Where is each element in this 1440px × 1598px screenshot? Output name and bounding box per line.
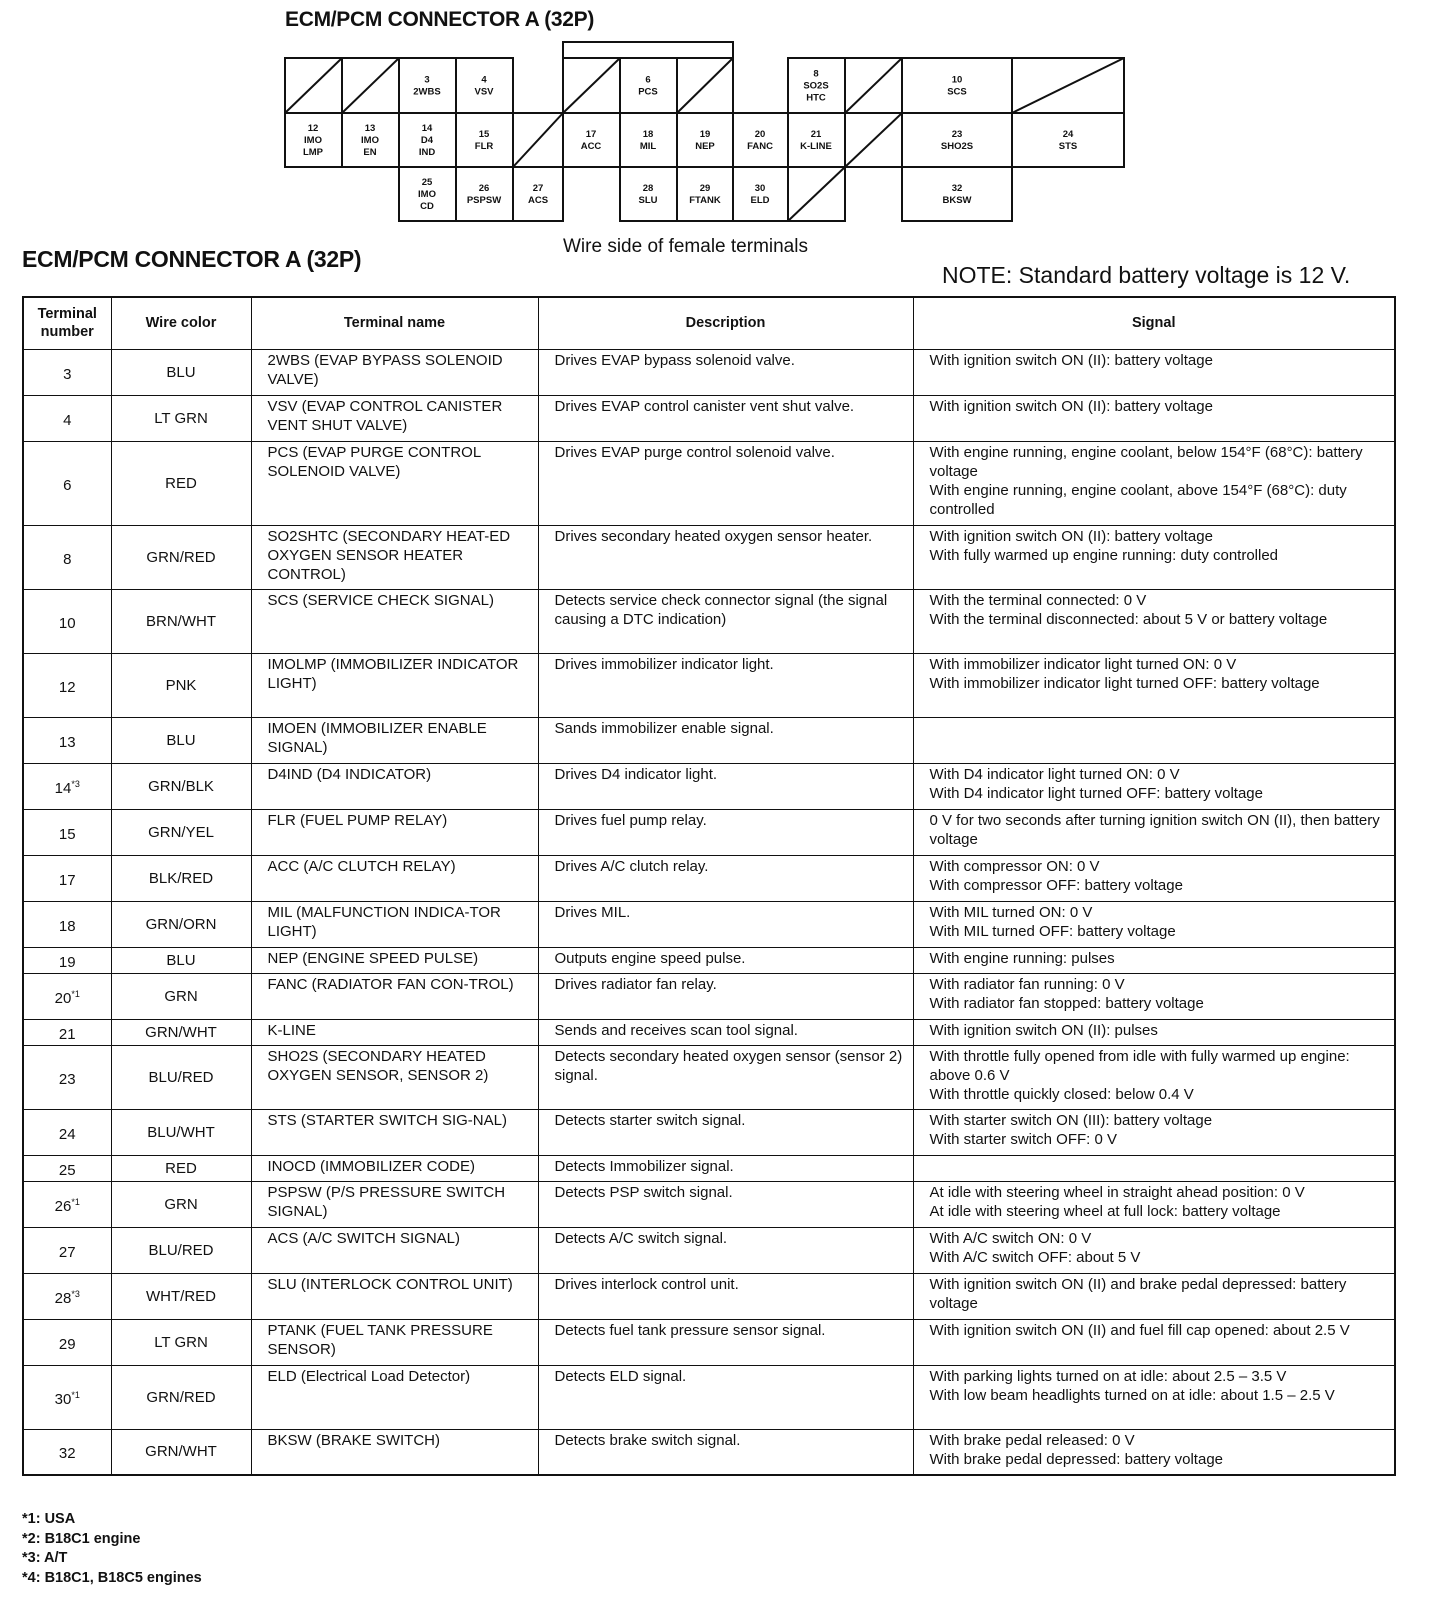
connector-pin-label: FLR: [474, 141, 494, 152]
signal-line: With starter switch ON (III): battery voltage: [929, 1111, 1213, 1129]
connector-pin-number: 3: [424, 74, 430, 86]
terminal-name-cell: SHO2S (SECONDARY HEATED OXYGEN SENSOR, SENSOR 2): [251, 1045, 538, 1109]
footnote-marker: *1: [71, 1196, 80, 1207]
signal-cell: [913, 1109, 1395, 1155]
description-cell: Detects ELD signal.: [538, 1365, 913, 1429]
terminal-number: 19: [58, 953, 76, 971]
wire-color-cell: GRN/RED: [111, 525, 251, 589]
terminal-number-cell: [23, 1273, 111, 1319]
terminal-number-cell: [23, 1045, 111, 1109]
connector-pin-label: SHO2S: [940, 141, 974, 152]
footnote-marker: *1: [71, 1389, 80, 1400]
terminal-number: 27: [58, 1243, 76, 1261]
connector-pin-number: 15: [478, 129, 490, 140]
terminal-name-cell: PTANK (FUEL TANK PRESSURE SENSOR): [251, 1319, 538, 1365]
terminal-name-cell: MIL (MALFUNCTION INDICA-TOR LIGHT): [251, 901, 538, 947]
footnote-marker: *1: [71, 988, 80, 999]
connector-pin-label: IND: [418, 147, 436, 158]
description-cell: Drives A/C clutch relay.: [538, 855, 913, 901]
signal-line: With engine running, engine coolant, above 154°F (68°C): duty controlled: [929, 481, 1347, 518]
signal-line: With the terminal connected: 0 V: [929, 591, 1147, 609]
wire-color-cell: BRN/WHT: [111, 589, 251, 653]
terminal-number-cell: [23, 395, 111, 441]
signal-line: With low beam headlights turned on at idle: about 1.5 – 2.5 V: [929, 1386, 1335, 1404]
table-row: [23, 589, 1395, 653]
footnote: *3: A/T: [22, 1550, 68, 1566]
connector-pin-label: 2WBS: [413, 86, 441, 98]
connector-pin-number: 26: [478, 183, 490, 194]
signal-cell: [913, 1227, 1395, 1273]
terminal-number: 17: [58, 871, 76, 889]
description-cell: Detects brake switch signal.: [538, 1429, 913, 1475]
signal-line: With parking lights turned on at idle: about 2.5 – 3.5 V: [929, 1367, 1287, 1385]
connector-pin-label: CD: [420, 201, 434, 212]
footnote: *4: B18C1, B18C5 engines: [22, 1569, 202, 1586]
terminal-number: 23: [58, 1070, 76, 1088]
description-cell: Drives secondary heated oxygen sensor heater.: [538, 525, 913, 589]
footnote-marker: *3: [71, 778, 80, 789]
terminal-number-cell: [23, 763, 111, 809]
signal-line: With immobilizer indicator light turned OFF: battery voltage: [929, 674, 1320, 692]
connector-pin-label: MIL: [639, 141, 657, 152]
terminal-name-cell: D4IND (D4 INDICATOR): [251, 763, 538, 809]
terminal-number: 20: [54, 989, 72, 1007]
signal-line: With D4 indicator light turned OFF: battery voltage: [929, 784, 1263, 802]
signal-line: With starter switch OFF: 0 V: [929, 1130, 1118, 1148]
signal-cell: [913, 947, 1395, 973]
terminal-name-cell: NEP (ENGINE SPEED PULSE): [251, 947, 538, 973]
connector-diagram-title: ECM/PCM CONNECTOR A (32P): [285, 8, 595, 31]
footnotes: [22, 1510, 202, 1588]
signal-line: At idle with steering wheel at full lock: battery voltage: [929, 1202, 1281, 1220]
signal-line: With ignition switch ON (II) and fuel fill cap opened: about 2.5 V: [929, 1321, 1350, 1339]
wire-color-cell: GRN/BLK: [111, 763, 251, 809]
description-cell: Drives EVAP control canister vent shut valve.: [538, 395, 913, 441]
terminal-name-cell: PSPSW (P/S PRESSURE SWITCH SIGNAL): [251, 1181, 538, 1227]
table-row: [23, 653, 1395, 717]
terminal-number: 28: [54, 1289, 72, 1307]
wire-color-cell: BLK/RED: [111, 855, 251, 901]
header-wire-color: Wire color: [111, 297, 251, 349]
signal-cell: [913, 525, 1395, 589]
signal-line: With engine running: pulses: [929, 949, 1115, 967]
connector-pin-number: 18: [642, 129, 654, 140]
table-row: [23, 525, 1395, 589]
signal-line: With brake pedal depressed: battery voltage: [929, 1450, 1224, 1468]
table-row: [23, 947, 1395, 973]
connector-pin-label: ACC: [580, 141, 602, 152]
terminal-number: 30: [54, 1390, 72, 1408]
signal-line: With ignition switch ON (II) and brake pedal depressed: battery voltage: [929, 1275, 1347, 1312]
terminal-number-cell: [23, 653, 111, 717]
description-cell: Drives EVAP purge control solenoid valve.: [538, 441, 913, 525]
signal-cell: [913, 855, 1395, 901]
terminal-number-cell: [23, 1319, 111, 1365]
signal-cell: [913, 763, 1395, 809]
signal-cell: [913, 653, 1395, 717]
table-row: [23, 1319, 1395, 1365]
signal-line: With D4 indicator light turned ON: 0 V: [929, 765, 1180, 783]
connector-pin-label: IMO: [418, 189, 436, 200]
signal-cell: [913, 349, 1395, 395]
signal-line: With brake pedal released: 0 V: [929, 1431, 1135, 1449]
terminal-number-cell: [23, 441, 111, 525]
signal-cell: [913, 1429, 1395, 1475]
connector-pin-label: EN: [363, 147, 377, 158]
connector-pin-number: 23: [951, 129, 963, 140]
terminal-number: 13: [58, 733, 76, 751]
terminal-number-cell: [23, 1019, 111, 1045]
connector-pin-number: 20: [754, 129, 766, 140]
signal-cell: [913, 441, 1395, 525]
terminal-number-cell: [23, 1109, 111, 1155]
terminal-number: 26: [54, 1197, 72, 1215]
wire-color-cell: GRN/WHT: [111, 1429, 251, 1475]
terminal-number: 10: [58, 614, 76, 632]
wire-color-cell: GRN/RED: [111, 1365, 251, 1429]
wire-color-cell: GRN/YEL: [111, 809, 251, 855]
description-cell: Detects fuel tank pressure sensor signal.: [538, 1319, 913, 1365]
description-cell: Detects PSP switch signal.: [538, 1181, 913, 1227]
terminal-number-cell: [23, 809, 111, 855]
connector-pin-label: D4: [420, 135, 434, 146]
description-cell: Drives radiator fan relay.: [538, 973, 913, 1019]
terminal-name-cell: PCS (EVAP PURGE CONTROL SOLENOID VALVE): [251, 441, 538, 525]
description-cell: Detects starter switch signal.: [538, 1109, 913, 1155]
terminal-name-cell: SLU (INTERLOCK CONTROL UNIT): [251, 1273, 538, 1319]
description-cell: Detects secondary heated oxygen sensor (sensor 2) signal.: [538, 1045, 913, 1109]
connector-pin-label: IMO: [361, 135, 379, 146]
table-row: [23, 1019, 1395, 1045]
signal-cell: [913, 717, 1395, 763]
terminal-name-cell: IMOEN (IMMOBILIZER ENABLE SIGNAL): [251, 717, 538, 763]
terminal-name-cell: ACS (A/C SWITCH SIGNAL): [251, 1227, 538, 1273]
terminal-number-cell: [23, 1429, 111, 1475]
connector-pin-number: 8: [813, 68, 819, 80]
signal-cell: [913, 1045, 1395, 1109]
connector-pin-label: LMP: [302, 147, 324, 158]
signal-cell: [913, 809, 1395, 855]
connector-pin-number: 13: [364, 123, 376, 134]
signal-line: With throttle quickly closed: below 0.4 V: [929, 1085, 1194, 1103]
connector-pin-label: SCS: [947, 86, 967, 98]
table-header-row: [23, 297, 1395, 349]
description-cell: Detects A/C switch signal.: [538, 1227, 913, 1273]
connector-pin-number: 6: [645, 74, 651, 86]
table-row: [23, 1227, 1395, 1273]
table-row: [23, 441, 1395, 525]
wire-side-caption: Wire side of female terminals: [563, 236, 808, 257]
terminal-name-cell: K-LINE: [251, 1019, 538, 1045]
connector-pin-label: K-LINE: [800, 141, 832, 152]
connector-pin-label: IMO: [304, 135, 322, 146]
terminal-number-cell: [23, 973, 111, 1019]
terminal-number: 12: [58, 678, 76, 696]
signal-line: With ignition switch ON (II): pulses: [929, 1021, 1158, 1039]
header-terminal-number: Terminal number: [23, 297, 111, 349]
connector-pin-number: 25: [421, 177, 433, 188]
table-row: [23, 1365, 1395, 1429]
signal-line: With ignition switch ON (II): battery voltage: [929, 351, 1213, 369]
table-row: [23, 1273, 1395, 1319]
terminal-number: 14: [54, 779, 72, 797]
signal-line: With the terminal disconnected: about 5 V or battery voltage: [929, 610, 1328, 628]
terminal-number: 29: [58, 1335, 76, 1353]
wire-color-cell: BLU/RED: [111, 1045, 251, 1109]
table-row: [23, 901, 1395, 947]
terminal-number: 15: [58, 825, 76, 843]
table-row: [23, 717, 1395, 763]
terminal-number-cell: [23, 1365, 111, 1429]
connector-pin-number: 30: [754, 183, 766, 194]
wire-color-cell: BLU/RED: [111, 1227, 251, 1273]
connector-pin-label: FTANK: [689, 195, 721, 206]
connector-pin-label: BKSW: [942, 195, 972, 206]
connector-pin-label: HTC: [806, 92, 826, 104]
wire-color-cell: RED: [111, 441, 251, 525]
signal-line: With immobilizer indicator light turned ON: 0 V: [929, 655, 1237, 673]
wire-color-cell: PNK: [111, 653, 251, 717]
wire-color-cell: WHT/RED: [111, 1273, 251, 1319]
terminal-name-cell: BKSW (BRAKE SWITCH): [251, 1429, 538, 1475]
wire-color-cell: GRN/ORN: [111, 901, 251, 947]
terminal-number-cell: [23, 901, 111, 947]
description-cell: Detects service check connector signal (the signal causing a DTC indication): [538, 589, 913, 653]
description-cell: Outputs engine speed pulse.: [538, 947, 913, 973]
wire-color-cell: BLU/WHT: [111, 1109, 251, 1155]
wire-color-cell: LT GRN: [111, 1319, 251, 1365]
connector-pin-label: ACS: [527, 195, 549, 206]
wire-color-cell: LT GRN: [111, 395, 251, 441]
table-row: [23, 1429, 1395, 1475]
terminal-number-cell: [23, 1155, 111, 1181]
terminal-name-cell: IMOLMP (IMMOBILIZER INDICATOR LIGHT): [251, 653, 538, 717]
connector-pin-number: 28: [642, 183, 654, 194]
table-row: [23, 855, 1395, 901]
signal-cell: [913, 973, 1395, 1019]
connector-pin-label: SO2S: [803, 80, 829, 92]
table-row: [23, 1181, 1395, 1227]
signal-cell: [913, 395, 1395, 441]
terminal-number: 32: [58, 1445, 76, 1463]
terminal-table: [22, 296, 1396, 1476]
signal-cell: [913, 1181, 1395, 1227]
table-row: [23, 349, 1395, 395]
table-row: [23, 1155, 1395, 1181]
terminal-number-cell: [23, 1227, 111, 1273]
connector-pin-number: 12: [307, 123, 319, 134]
terminal-name-cell: FANC (RADIATOR FAN CON-TROL): [251, 973, 538, 1019]
table-title: ECM/PCM CONNECTOR A (32P): [22, 246, 362, 272]
signal-cell: [913, 901, 1395, 947]
wire-color-cell: GRN/WHT: [111, 1019, 251, 1045]
connector-diagram: [0, 0, 1440, 230]
signal-line: With radiator fan stopped: battery voltage: [929, 994, 1204, 1012]
wire-color-cell: GRN: [111, 973, 251, 1019]
terminal-number-cell: [23, 349, 111, 395]
signal-cell: [913, 1319, 1395, 1365]
connector-pin-label: PCS: [638, 86, 658, 98]
connector-pin-number: 27: [532, 183, 544, 194]
connector-pin-number: 17: [585, 129, 597, 140]
terminal-number-cell: [23, 525, 111, 589]
terminal-name-cell: 2WBS (EVAP BYPASS SOLENOID VALVE): [251, 349, 538, 395]
connector-pin-label: NEP: [695, 141, 715, 152]
terminal-number-cell: [23, 947, 111, 973]
signal-cell: [913, 1273, 1395, 1319]
signal-line: With ignition switch ON (II): battery voltage: [929, 527, 1213, 545]
signal-line: With radiator fan running: 0 V: [929, 975, 1125, 993]
connector-pin-number: 21: [810, 129, 822, 140]
connector-pin-number: 14: [421, 123, 433, 134]
table-row: [23, 973, 1395, 1019]
signal-line: With ignition switch ON (II): battery voltage: [929, 397, 1213, 415]
signal-line: With compressor OFF: battery voltage: [929, 876, 1183, 894]
terminal-name-cell: ACC (A/C CLUTCH RELAY): [251, 855, 538, 901]
connector-pin-label: PSPSW: [466, 195, 502, 206]
wire-color-cell: GRN: [111, 1181, 251, 1227]
description-cell: Detects Immobilizer signal.: [538, 1155, 913, 1181]
signal-line: At idle with steering wheel in straight ahead position: 0 V: [929, 1183, 1305, 1201]
description-cell: Drives immobilizer indicator light.: [538, 653, 913, 717]
connector-pin-number: 4: [481, 74, 487, 86]
table-row: [23, 809, 1395, 855]
description-cell: Drives D4 indicator light.: [538, 763, 913, 809]
connector-pin-number: 19: [699, 129, 711, 140]
terminal-number: 18: [58, 917, 76, 935]
description-cell: Drives interlock control unit.: [538, 1273, 913, 1319]
terminal-name-cell: SO2SHTC (SECONDARY HEAT-ED OXYGEN SENSOR HEATER CONTROL): [251, 525, 538, 589]
terminal-number-cell: [23, 717, 111, 763]
signal-line: With engine running, engine coolant, below 154°F (68°C): battery voltage: [929, 443, 1363, 480]
description-cell: Sends and receives scan tool signal.: [538, 1019, 913, 1045]
footnote: *1: USA: [22, 1511, 76, 1527]
terminal-name-cell: FLR (FUEL PUMP RELAY): [251, 809, 538, 855]
table-row: [23, 395, 1395, 441]
connector-pin-number: 32: [951, 183, 963, 194]
signal-cell: [913, 1155, 1395, 1181]
signal-cell: [913, 1365, 1395, 1429]
connector-pin-number: 29: [699, 183, 711, 194]
terminal-number: 24: [58, 1125, 76, 1143]
header-terminal-name: Terminal name: [251, 297, 538, 349]
signal-line: With A/C switch OFF: about 5 V: [929, 1248, 1141, 1266]
wire-color-cell: BLU: [111, 717, 251, 763]
signal-line: With A/C switch ON: 0 V: [929, 1229, 1092, 1247]
wire-color-cell: BLU: [111, 947, 251, 973]
signal-line: With fully warmed up engine running: duty controlled: [929, 546, 1279, 564]
terminal-name-cell: SCS (SERVICE CHECK SIGNAL): [251, 589, 538, 653]
description-cell: Drives MIL.: [538, 901, 913, 947]
terminal-name-cell: ELD (Electrical Load Detector): [251, 1365, 538, 1429]
connector-pin-label: SLU: [638, 195, 658, 206]
terminal-name-cell: VSV (EVAP CONTROL CANISTER VENT SHUT VALVE): [251, 395, 538, 441]
signal-line: 0 V for two seconds after turning ignition switch ON (II), then battery voltage: [929, 811, 1380, 848]
signal-cell: [913, 589, 1395, 653]
description-cell: Drives fuel pump relay.: [538, 809, 913, 855]
table-row: [23, 1109, 1395, 1155]
connector-pin-label: VSV: [474, 86, 494, 98]
header-signal: Signal: [913, 297, 1395, 349]
description-cell: Sands immobilizer enable signal.: [538, 717, 913, 763]
terminal-number-cell: [23, 1181, 111, 1227]
table-row: [23, 763, 1395, 809]
signal-line: With throttle fully opened from idle with fully warmed up engine: above 0.6 V: [929, 1047, 1350, 1084]
terminal-name-cell: STS (STARTER SWITCH SIG-NAL): [251, 1109, 538, 1155]
connector-pin-number: 24: [1062, 129, 1074, 140]
terminal-number: 6: [63, 476, 72, 494]
terminal-number: 3: [63, 365, 72, 383]
signal-cell: [913, 1019, 1395, 1045]
description-cell: Drives EVAP bypass solenoid valve.: [538, 349, 913, 395]
battery-voltage-note: NOTE: Standard battery voltage is 12 V.: [942, 262, 1351, 288]
signal-line: With compressor ON: 0 V: [929, 857, 1100, 875]
connector-pin-number: 10: [951, 74, 963, 86]
terminal-number: 8: [63, 550, 72, 568]
signal-line: With MIL turned OFF: battery voltage: [929, 922, 1176, 940]
wire-color-cell: BLU: [111, 349, 251, 395]
terminal-number-cell: [23, 855, 111, 901]
connector-pin-label: STS: [1058, 141, 1078, 152]
footnote: *2: B18C1 engine: [22, 1530, 141, 1547]
terminal-name-cell: INOCD (IMMOBILIZER CODE): [251, 1155, 538, 1181]
terminal-number: 21: [58, 1025, 76, 1043]
header-description: Description: [538, 297, 913, 349]
signal-line: With MIL turned ON: 0 V: [929, 903, 1093, 921]
connector-pin-label: ELD: [750, 195, 770, 206]
connector-pin-label: FANC: [747, 141, 773, 152]
terminal-number: 25: [58, 1161, 76, 1179]
terminal-number-cell: [23, 589, 111, 653]
table-row: [23, 1045, 1395, 1109]
wire-color-cell: RED: [111, 1155, 251, 1181]
terminal-number: 4: [63, 411, 72, 429]
footnote-marker: *3: [71, 1288, 80, 1299]
